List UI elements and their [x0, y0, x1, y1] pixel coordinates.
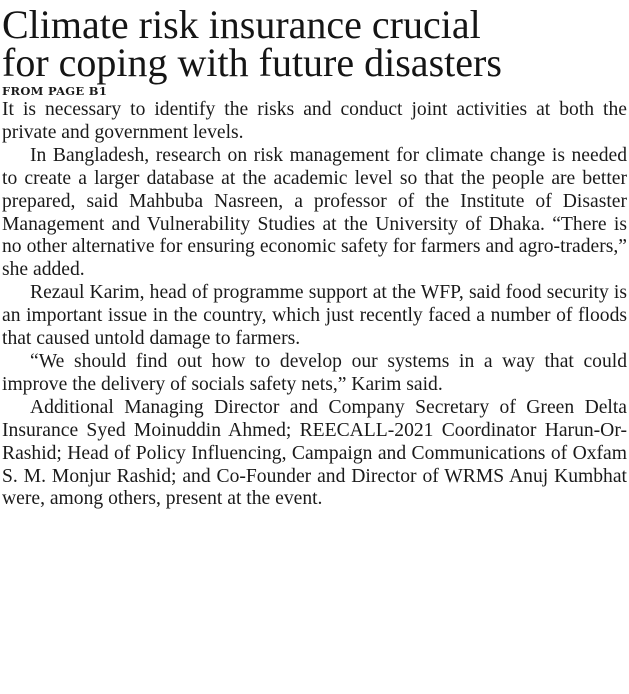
- headline-line-1: Climate risk insurance crucial: [2, 2, 481, 47]
- headline: [2, 2, 627, 85]
- paragraph-2: In Bangladesh, research on risk management for climate change is needed to create a larger database at the academic level so that the people are better prepared, said Mahbuba Nasreen, a professor of the Institute of Disaster Management and Vulnerability Studies at the University of Dhaka. “There is no other alternative for ensuring economic safety for farmers and agro-traders,” she added.: [2, 144, 627, 281]
- jump-line: FROM PAGE B1: [2, 84, 108, 98]
- paragraph-3: Rezaul Karim, head of programme support at the WFP, said food security is an important issue in the country, which just recently faced a number of floods that caused untold damage to farmers.: [2, 282, 627, 350]
- paragraph-1: It is necessary to identify the risks and conduct joint activities at both the private and government levels.: [2, 99, 627, 143]
- paragraph-5: Additional Managing Director and Company Secretary of Green Delta Insurance Syed Moinuddin Ahmed; REECALL-2021 Coordinator Harun-Or-Rashid; Head of Policy Influencing, Campaign and Communications of Oxfam S. M. Monjur Rashid; and Co-Founder and Director of WRMS Anuj Kumbhat were, among others, present at the event.: [2, 396, 627, 510]
- article-body: [2, 99, 627, 511]
- headline-line-2: for coping with future disasters: [2, 40, 502, 85]
- newspaper-article: [2, 2, 627, 511]
- paragraph-4: “We should find out how to develop our systems in a way that could improve the delivery of socials safety nets,” Karim said.: [2, 350, 627, 395]
